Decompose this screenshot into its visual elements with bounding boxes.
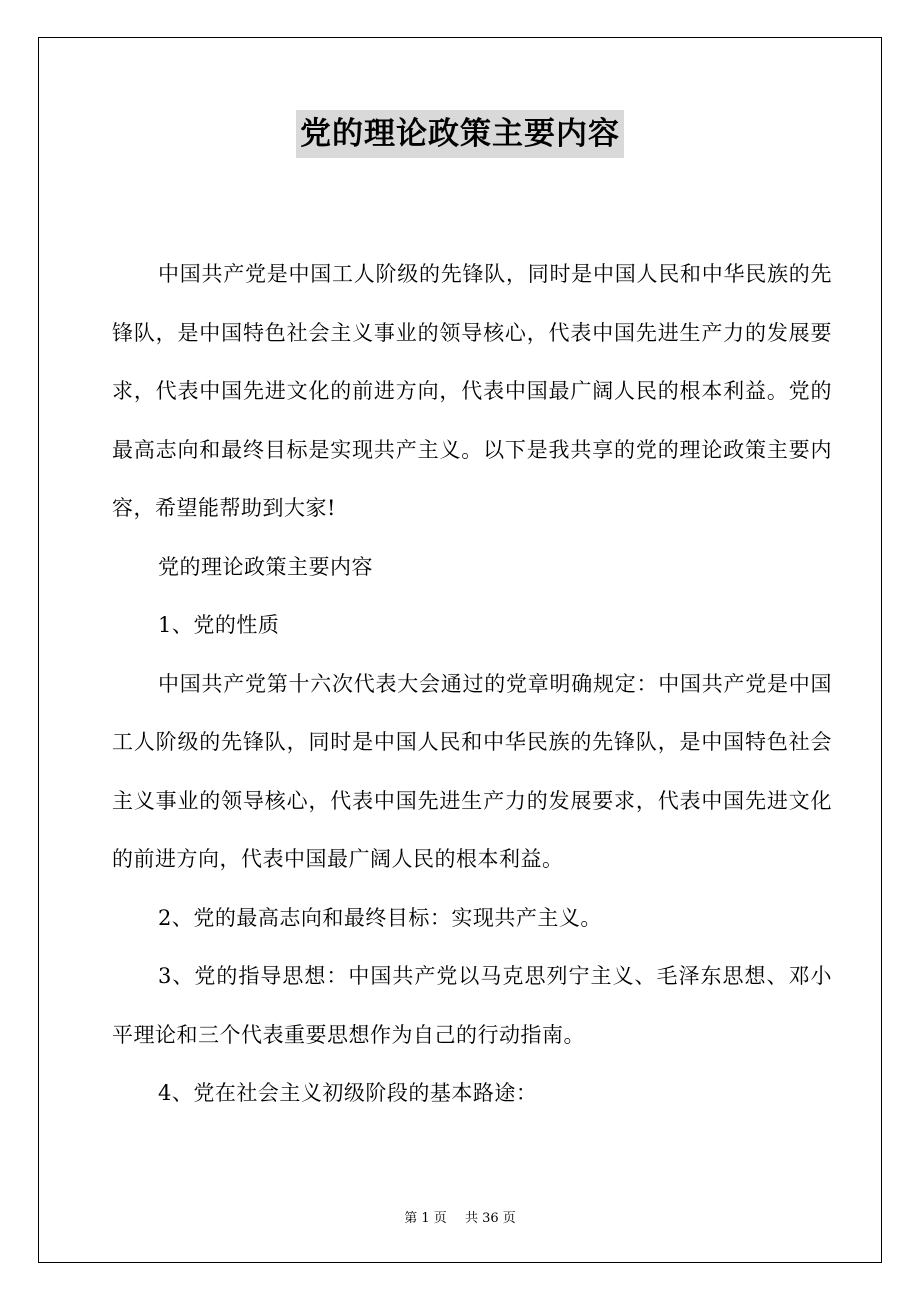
document-body [112, 245, 832, 1123]
page-number: 第 1 页 [404, 1211, 447, 1226]
paragraph-section-1: 1、党的性质 [158, 613, 280, 637]
paragraph-section-4: 4、党在社会主义初级阶段的基本路途： [158, 1081, 538, 1105]
page-total: 共 36 页 [464, 1211, 516, 1226]
paragraph-party-nature: 中国共产党第十六次代表大会通过的党章明确规定：中国共产党是中国工人阶级的先锋队，同时是中国人民和中华民族的先锋队，是中国特色社会主义事业的领导核心，代表中国先进生产力的发展要求，代表中国先进文化的前进方向，代表中国最广阔人民的根本利益。 [112, 671, 832, 871]
paragraph-section-2: 2、党的最高志向和最终目标：实现共产主义。 [158, 905, 602, 930]
page-footer [0, 1207, 920, 1226]
paragraph-heading: 党的理论政策主要内容 [158, 554, 373, 579]
paragraph-intro: 中国共产党是中国工人阶级的先锋队，同时是中国人民和中华民族的先锋队，是中国特色社会主义事业的领导核心，代表中国先进生产力的发展要求，代表中国先进文化的前进方向，代表中国最广阔人民的根本利益。党的最高志向和最终目标是实现共产主义。以下是我共享的党的理论政策主要内容，希望能帮助到大家! [112, 262, 832, 520]
paragraph-section-3: 3、党的指导思想：中国共产党以马克思列宁主义、毛泽东思想、邓小平理论和三个代表重要思想作为自己的行动指南。 [112, 964, 832, 1047]
document-title-row [0, 110, 920, 158]
document-title: 党的理论政策主要内容 [296, 110, 624, 158]
